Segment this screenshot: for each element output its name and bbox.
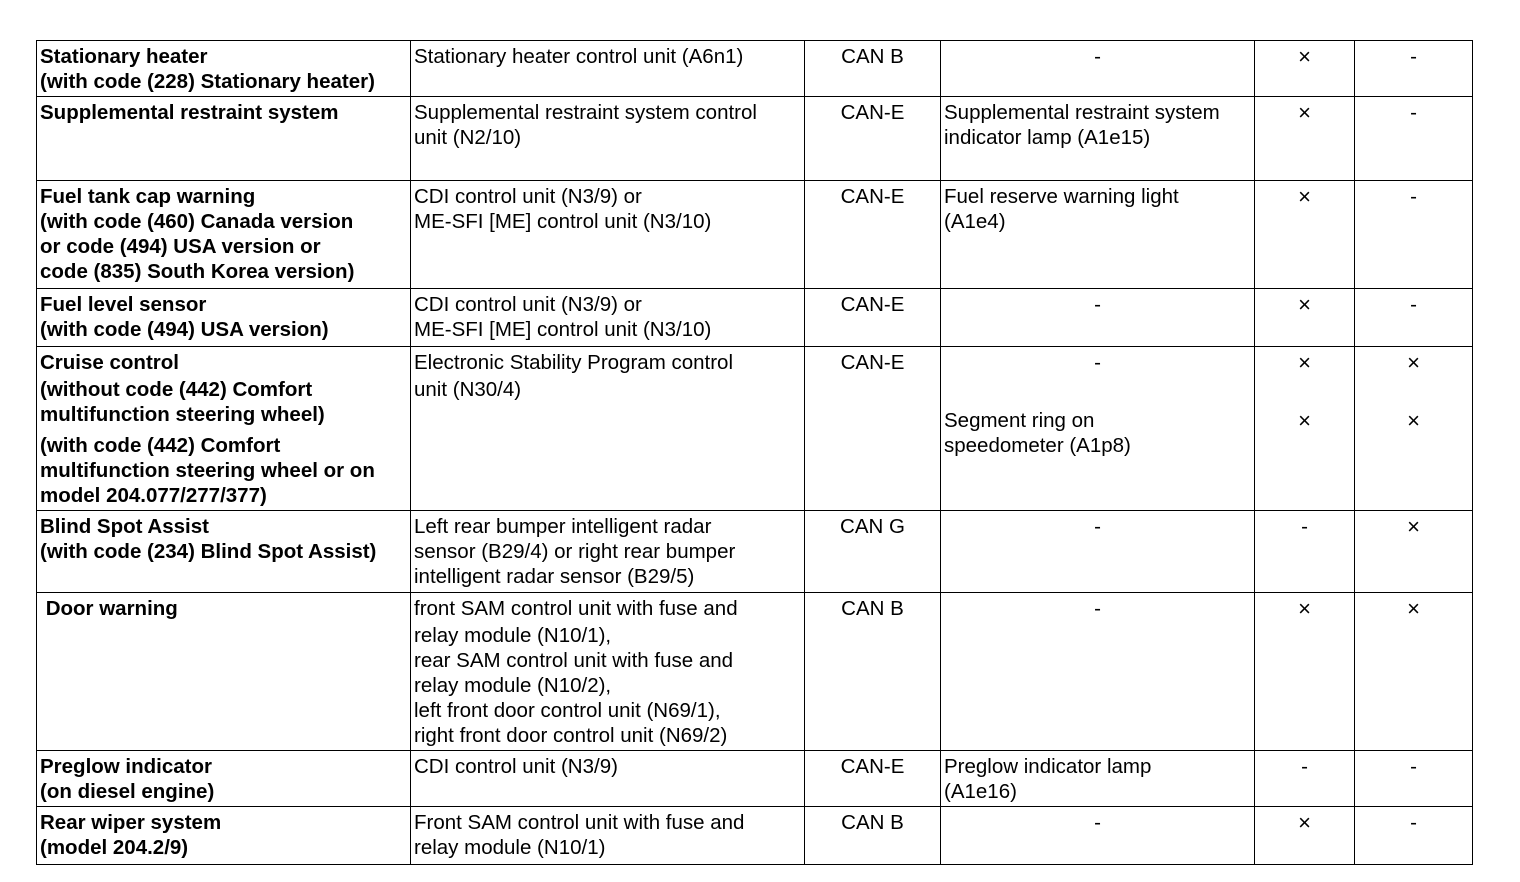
col5-cell: - xyxy=(1255,751,1355,807)
bus-cell: CAN-E xyxy=(805,347,941,511)
indicator-cell: - xyxy=(941,41,1255,97)
bus-cell: CAN B xyxy=(805,41,941,97)
function-cell: Door warning xyxy=(37,593,411,751)
col6-cell: × xyxy=(1355,593,1473,751)
table-row xyxy=(37,41,1473,97)
col5-cell: - xyxy=(1255,511,1355,593)
control-unit-cell: Stationary heater control unit (A6n1) xyxy=(411,41,805,97)
table-row xyxy=(37,511,1473,593)
control-unit-cell: CDI control unit (N3/9) or ME-SFI [ME] control unit (N3/10) xyxy=(411,181,805,289)
table-row xyxy=(37,97,1473,181)
control-unit-cell: Left rear bumper intelligent radar sensor (B29/4) or right rear bumper intelligent radar sensor (B29/5) xyxy=(411,511,805,593)
indicator-cell: - xyxy=(941,511,1255,593)
col5-cell: × xyxy=(1255,97,1355,181)
indicator-cell: - xyxy=(941,289,1255,347)
bus-cell: CAN-E xyxy=(805,181,941,289)
function-cell: Rear wiper system (model 204.2/9) xyxy=(37,807,411,865)
bus-cell: CAN-E xyxy=(805,751,941,807)
table-row xyxy=(37,751,1473,807)
table-row xyxy=(37,807,1473,865)
indicator-cell: Preglow indicator lamp (A1e16) xyxy=(941,751,1255,807)
can-function-table xyxy=(36,40,1473,865)
bus-cell: CAN G xyxy=(805,511,941,593)
col6-cell: - xyxy=(1355,289,1473,347)
indicator-cell: - xyxy=(941,593,1255,751)
indicator-cell: - xyxy=(941,807,1255,865)
col5-cell: × xyxy=(1255,41,1355,97)
control-unit-cell: Supplemental restraint system control unit (N2/10) xyxy=(411,97,805,181)
function-cell: Supplemental restraint system xyxy=(37,97,411,181)
control-unit-cell: Front SAM control unit with fuse and relay module (N10/1) xyxy=(411,807,805,865)
col5-cell: × xyxy=(1255,181,1355,289)
control-unit-cell: CDI control unit (N3/9) xyxy=(411,751,805,807)
indicator-cell: - Segment ring on speedometer (A1p8) xyxy=(941,347,1255,511)
col6-cell: - xyxy=(1355,41,1473,97)
table-row xyxy=(37,181,1473,289)
col6-cell: - xyxy=(1355,751,1473,807)
function-cell: Blind Spot Assist (with code (234) Blind Spot Assist) xyxy=(37,511,411,593)
function-cell: Fuel tank cap warning (with code (460) Canada version or code (494) USA version or code (835) South Korea version) xyxy=(37,181,411,289)
function-cell: Stationary heater (with code (228) Stationary heater) xyxy=(37,41,411,97)
indicator-cell: Fuel reserve warning light (A1e4) xyxy=(941,181,1255,289)
col5-cell: × xyxy=(1255,807,1355,865)
bus-cell: CAN-E xyxy=(805,289,941,347)
function-cell: Fuel level sensor (with code (494) USA version) xyxy=(37,289,411,347)
table-row xyxy=(37,289,1473,347)
col5-cell: × xyxy=(1255,289,1355,347)
table-row xyxy=(37,347,1473,511)
col6-cell: × xyxy=(1355,511,1473,593)
bus-cell: CAN B xyxy=(805,807,941,865)
bus-cell: CAN B xyxy=(805,593,941,751)
col5-cell: × xyxy=(1255,593,1355,751)
function-cell: Cruise control (without code (442) Comfort multifunction steering wheel) (with code (442) Comfort multifunction steering wheel or on model 204.077/277/377) xyxy=(37,347,411,511)
control-unit-cell: front SAM control unit with fuse and relay module (N10/1), rear SAM control unit with fuse and relay module (N10/2), left front door control unit (N69/1), right front door control unit (N69/2) xyxy=(411,593,805,751)
function-cell: Preglow indicator (on diesel engine) xyxy=(37,751,411,807)
control-unit-cell: CDI control unit (N3/9) or ME-SFI [ME] control unit (N3/10) xyxy=(411,289,805,347)
indicator-cell: Supplemental restraint system indicator lamp (A1e15) xyxy=(941,97,1255,181)
col5-cell: × × xyxy=(1255,347,1355,511)
bus-cell: CAN-E xyxy=(805,97,941,181)
table-row xyxy=(37,593,1473,751)
control-unit-cell: Electronic Stability Program control unit (N30/4) xyxy=(411,347,805,511)
col6-cell: - xyxy=(1355,807,1473,865)
col6-cell: - xyxy=(1355,181,1473,289)
col6-cell: - xyxy=(1355,97,1473,181)
col6-cell: × × xyxy=(1355,347,1473,511)
